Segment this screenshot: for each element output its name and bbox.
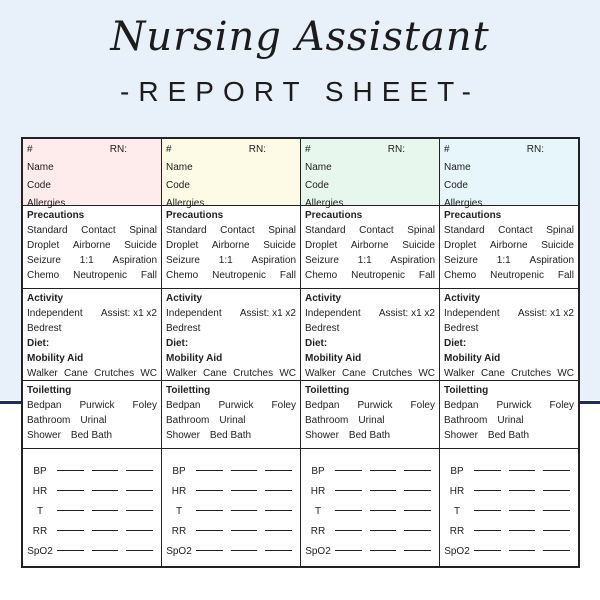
option-chemo[interactable]: Chemo	[444, 270, 477, 281]
option-neutropenic[interactable]: Neutropenic	[73, 270, 128, 281]
option-suicide[interactable]: Suicide	[541, 240, 574, 251]
option-spinal[interactable]: Spinal	[546, 225, 574, 236]
vitals-section	[440, 449, 578, 566]
spo2-label: SpO2	[166, 546, 192, 557]
spo2-entry-1[interactable]	[196, 550, 223, 551]
hr-label: HR	[32, 486, 48, 497]
option-contact[interactable]: Contact	[81, 225, 116, 236]
spo2-label: SpO2	[444, 546, 470, 557]
option-aspiration[interactable]: Aspiration	[251, 255, 296, 266]
mobility-aid-heading: Mobility Aid	[305, 353, 362, 364]
option-wc[interactable]: WC	[418, 368, 435, 379]
option-foley[interactable]: Foley	[549, 400, 574, 411]
bp-entry-2[interactable]	[370, 470, 397, 471]
option-crutches[interactable]: Crutches	[372, 368, 413, 379]
option-droplet[interactable]: Droplet	[27, 240, 60, 251]
option-standard[interactable]: Standard	[444, 225, 485, 236]
option-spinal[interactable]: Spinal	[268, 225, 296, 236]
name-field[interactable]: Name	[305, 162, 332, 173]
t-label: T	[36, 506, 44, 517]
hr-entry-2[interactable]	[509, 490, 536, 491]
rr-label: RR	[449, 526, 465, 537]
option-contact[interactable]: Contact	[498, 225, 533, 236]
option-independent[interactable]: Independent	[27, 308, 83, 319]
option-seizure[interactable]: Seizure	[305, 255, 339, 266]
option-standard[interactable]: Standard	[27, 225, 68, 236]
mobility-aid-heading: Mobility Aid	[444, 353, 501, 364]
hr-entry-3[interactable]	[404, 490, 431, 491]
patient-column	[162, 139, 301, 566]
code-field[interactable]: Code	[166, 180, 190, 191]
precautions-heading: Precautions	[305, 210, 363, 221]
mobility-aid-heading: Mobility Aid	[27, 353, 84, 364]
rr-entry-3[interactable]	[126, 530, 153, 531]
option-assist[interactable]: Assist: x1 x2	[100, 308, 157, 319]
t-entry-3[interactable]	[126, 510, 153, 511]
t-label: T	[453, 506, 461, 517]
option-suicide[interactable]: Suicide	[263, 240, 296, 251]
bed-number-label: #	[166, 144, 172, 155]
spo2-entry-1[interactable]	[474, 550, 501, 551]
t-entry-1[interactable]	[57, 510, 84, 511]
rr-entry-3[interactable]	[543, 530, 570, 531]
rr-entry-3[interactable]	[404, 530, 431, 531]
option-suicide[interactable]: Suicide	[124, 240, 157, 251]
precautions-heading: Precautions	[166, 210, 224, 221]
spo2-entry-3[interactable]	[265, 550, 292, 551]
precautions-section	[23, 206, 161, 289]
t-entry-3[interactable]	[265, 510, 292, 511]
option-bathroom[interactable]: Bathroom	[27, 415, 71, 426]
rr-entry-1[interactable]	[335, 530, 362, 531]
option-contact[interactable]: Contact	[359, 225, 394, 236]
precautions-heading: Precautions	[444, 210, 502, 221]
option-spinal[interactable]: Spinal	[407, 225, 435, 236]
option-neutropenic[interactable]: Neutropenic	[490, 270, 545, 281]
option-cane[interactable]: Cane	[202, 368, 227, 379]
t-entry-2[interactable]	[231, 510, 258, 511]
hr-entry-2[interactable]	[92, 490, 119, 491]
toiletting-heading: Toiletting	[166, 385, 211, 396]
option-one-to-one[interactable]: 1:1	[79, 255, 94, 266]
allergies-field[interactable]: Allergies	[166, 198, 205, 209]
hr-entry-3[interactable]	[265, 490, 292, 491]
hr-entry-1[interactable]	[57, 490, 84, 491]
option-fall[interactable]: Fall	[140, 270, 157, 281]
option-cane[interactable]: Cane	[63, 368, 88, 379]
option-walker[interactable]: Walker	[27, 368, 58, 379]
option-one-to-one[interactable]: 1:1	[357, 255, 372, 266]
option-cane[interactable]: Cane	[341, 368, 366, 379]
rr-entry-1[interactable]	[57, 530, 84, 531]
rr-entry-2[interactable]	[370, 530, 397, 531]
hr-entry-1[interactable]	[474, 490, 501, 491]
patient-header	[23, 139, 161, 209]
activity-heading: Activity	[166, 293, 203, 304]
rn-label: RN:	[248, 144, 266, 155]
page-title: Nursing Assistant	[110, 14, 490, 60]
option-walker[interactable]: Walker	[166, 368, 197, 379]
patient-column	[23, 139, 162, 566]
option-independent[interactable]: Independent	[166, 308, 222, 319]
option-spinal[interactable]: Spinal	[129, 225, 157, 236]
vitals-section	[23, 449, 161, 566]
t-entry-2[interactable]	[509, 510, 536, 511]
option-droplet[interactable]: Droplet	[305, 240, 338, 251]
option-foley[interactable]: Foley	[271, 400, 296, 411]
option-chemo[interactable]: Chemo	[27, 270, 60, 281]
toiletting-section	[162, 381, 300, 449]
patient-column	[301, 139, 440, 566]
bp-entry-3[interactable]	[404, 470, 431, 471]
activity-section	[23, 289, 161, 381]
option-suicide[interactable]: Suicide	[402, 240, 435, 251]
bed-number-label: #	[27, 144, 33, 155]
option-bathroom[interactable]: Bathroom	[305, 415, 349, 426]
name-field[interactable]: Name	[166, 162, 193, 173]
spo2-label: SpO2	[305, 546, 331, 557]
bp-entry-1[interactable]	[335, 470, 362, 471]
option-crutches[interactable]: Crutches	[94, 368, 135, 379]
spo2-entry-1[interactable]	[57, 550, 84, 551]
activity-section	[301, 289, 439, 381]
code-field[interactable]: Code	[27, 180, 51, 191]
option-independent[interactable]: Independent	[305, 308, 361, 319]
rn-label: RN:	[526, 144, 544, 155]
bp-entry-1[interactable]	[474, 470, 501, 471]
vitals-section	[301, 449, 439, 566]
rn-label: RN:	[387, 144, 405, 155]
option-purwick[interactable]: Purwick	[357, 400, 393, 411]
option-shower[interactable]: Shower	[444, 430, 478, 441]
option-cane[interactable]: Cane	[480, 368, 505, 379]
option-bed-bath[interactable]: Bed Bath	[209, 430, 252, 441]
spo2-entry-2[interactable]	[509, 550, 536, 551]
bp-entry-3[interactable]	[543, 470, 570, 471]
option-one-to-one[interactable]: 1:1	[496, 255, 511, 266]
option-neutropenic[interactable]: Neutropenic	[212, 270, 267, 281]
t-label: T	[175, 506, 183, 517]
spo2-entry-3[interactable]	[404, 550, 431, 551]
option-chemo[interactable]: Chemo	[166, 270, 199, 281]
patient-column	[440, 139, 578, 566]
option-wc[interactable]: WC	[557, 368, 574, 379]
option-standard[interactable]: Standard	[166, 225, 207, 236]
hr-entry-1[interactable]	[335, 490, 362, 491]
option-bedpan[interactable]: Bedpan	[444, 400, 479, 411]
allergies-field[interactable]: Allergies	[27, 198, 66, 209]
option-bathroom[interactable]: Bathroom	[166, 415, 210, 426]
option-chemo[interactable]: Chemo	[305, 270, 338, 281]
rn-label: RN:	[109, 144, 127, 155]
bp-entry-3[interactable]	[265, 470, 292, 471]
precautions-section	[440, 206, 578, 289]
option-assist[interactable]: Assist: x1 x2	[239, 308, 296, 319]
option-airborne[interactable]: Airborne	[211, 240, 250, 251]
option-bedrest[interactable]: Bedrest	[27, 323, 62, 334]
spo2-entry-2[interactable]	[370, 550, 397, 551]
allergies-field[interactable]: Allergies	[305, 198, 344, 209]
option-bed-bath[interactable]: Bed Bath	[348, 430, 391, 441]
option-bed-bath[interactable]: Bed Bath	[487, 430, 530, 441]
spo2-entry-2[interactable]	[231, 550, 258, 551]
t-entry-3[interactable]	[543, 510, 570, 511]
option-bedrest[interactable]: Bedrest	[444, 323, 479, 334]
bp-label: BP	[450, 466, 464, 477]
bp-entry-1[interactable]	[57, 470, 84, 471]
toiletting-heading: Toiletting	[444, 385, 489, 396]
activity-section	[440, 289, 578, 381]
option-assist[interactable]: Assist: x1 x2	[517, 308, 574, 319]
patient-header	[440, 139, 578, 209]
option-droplet[interactable]: Droplet	[166, 240, 199, 251]
precautions-heading: Precautions	[27, 210, 85, 221]
t-entry-3[interactable]	[404, 510, 431, 511]
spo2-label: SpO2	[27, 546, 53, 557]
option-standard[interactable]: Standard	[305, 225, 346, 236]
activity-heading: Activity	[444, 293, 481, 304]
page-subtitle: -REPORT SHEET-	[120, 76, 480, 107]
hr-entry-2[interactable]	[231, 490, 258, 491]
spo2-entry-1[interactable]	[335, 550, 362, 551]
rr-label: RR	[171, 526, 187, 537]
option-bedpan[interactable]: Bedpan	[305, 400, 340, 411]
option-crutches[interactable]: Crutches	[233, 368, 274, 379]
allergies-field[interactable]: Allergies	[444, 198, 483, 209]
option-bedpan[interactable]: Bedpan	[27, 400, 62, 411]
bp-entry-2[interactable]	[231, 470, 258, 471]
rr-entry-1[interactable]	[474, 530, 501, 531]
bp-entry-2[interactable]	[509, 470, 536, 471]
option-fall[interactable]: Fall	[418, 270, 435, 281]
rr-entry-3[interactable]	[265, 530, 292, 531]
option-aspiration[interactable]: Aspiration	[529, 255, 574, 266]
option-shower[interactable]: Shower	[305, 430, 339, 441]
option-bathroom[interactable]: Bathroom	[444, 415, 488, 426]
option-walker[interactable]: Walker	[444, 368, 475, 379]
name-field[interactable]: Name	[27, 162, 54, 173]
spo2-entry-3[interactable]	[543, 550, 570, 551]
diet-label: Diet:	[166, 338, 189, 349]
spo2-entry-2[interactable]	[92, 550, 119, 551]
option-foley[interactable]: Foley	[132, 400, 157, 411]
hr-label: HR	[171, 486, 187, 497]
bp-label: BP	[311, 466, 325, 477]
code-field[interactable]: Code	[444, 180, 468, 191]
option-independent[interactable]: Independent	[444, 308, 500, 319]
bp-label: BP	[172, 466, 186, 477]
option-walker[interactable]: Walker	[305, 368, 336, 379]
precautions-section	[162, 206, 300, 289]
patient-header	[301, 139, 439, 209]
hr-entry-3[interactable]	[126, 490, 153, 491]
toiletting-section	[301, 381, 439, 449]
bp-entry-3[interactable]	[126, 470, 153, 471]
hr-entry-3[interactable]	[543, 490, 570, 491]
option-assist[interactable]: Assist: x1 x2	[378, 308, 435, 319]
t-entry-2[interactable]	[92, 510, 119, 511]
option-foley[interactable]: Foley	[410, 400, 435, 411]
option-bedrest[interactable]: Bedrest	[305, 323, 340, 334]
bp-entry-2[interactable]	[92, 470, 119, 471]
option-urinal[interactable]: Urinal	[219, 415, 246, 426]
rr-entry-2[interactable]	[92, 530, 119, 531]
option-urinal[interactable]: Urinal	[358, 415, 385, 426]
diet-label: Diet:	[27, 338, 50, 349]
rr-label: RR	[32, 526, 48, 537]
activity-heading: Activity	[27, 293, 64, 304]
option-fall[interactable]: Fall	[279, 270, 296, 281]
option-seizure[interactable]: Seizure	[166, 255, 200, 266]
option-bedrest[interactable]: Bedrest	[166, 323, 201, 334]
spo2-entry-3[interactable]	[126, 550, 153, 551]
option-urinal[interactable]: Urinal	[497, 415, 524, 426]
option-seizure[interactable]: Seizure	[444, 255, 478, 266]
option-one-to-one[interactable]: 1:1	[218, 255, 233, 266]
option-urinal[interactable]: Urinal	[80, 415, 107, 426]
vitals-section	[162, 449, 300, 566]
option-aspiration[interactable]: Aspiration	[112, 255, 157, 266]
bp-label: BP	[33, 466, 47, 477]
option-droplet[interactable]: Droplet	[444, 240, 477, 251]
activity-heading: Activity	[305, 293, 342, 304]
rr-entry-2[interactable]	[509, 530, 536, 531]
activity-section	[162, 289, 300, 381]
code-field[interactable]: Code	[305, 180, 329, 191]
option-seizure[interactable]: Seizure	[27, 255, 61, 266]
option-shower[interactable]: Shower	[27, 430, 61, 441]
toiletting-section	[440, 381, 578, 449]
diet-label: Diet:	[305, 338, 328, 349]
option-bedpan[interactable]: Bedpan	[166, 400, 201, 411]
option-shower[interactable]: Shower	[166, 430, 200, 441]
option-fall[interactable]: Fall	[557, 270, 574, 281]
toiletting-heading: Toiletting	[27, 385, 72, 396]
bed-number-label: #	[444, 144, 450, 155]
option-neutropenic[interactable]: Neutropenic	[351, 270, 406, 281]
toiletting-heading: Toiletting	[305, 385, 350, 396]
rr-label: RR	[310, 526, 326, 537]
option-contact[interactable]: Contact	[220, 225, 255, 236]
hr-label: HR	[310, 486, 326, 497]
option-purwick[interactable]: Purwick	[218, 400, 254, 411]
t-entry-1[interactable]	[474, 510, 501, 511]
diet-label: Diet:	[444, 338, 467, 349]
hr-entry-2[interactable]	[370, 490, 397, 491]
option-purwick[interactable]: Purwick	[496, 400, 532, 411]
option-airborne[interactable]: Airborne	[489, 240, 528, 251]
t-entry-1[interactable]	[335, 510, 362, 511]
option-wc[interactable]: WC	[140, 368, 157, 379]
rr-entry-1[interactable]	[196, 530, 223, 531]
rr-entry-2[interactable]	[231, 530, 258, 531]
option-airborne[interactable]: Airborne	[72, 240, 111, 251]
t-entry-1[interactable]	[196, 510, 223, 511]
option-crutches[interactable]: Crutches	[511, 368, 552, 379]
option-airborne[interactable]: Airborne	[350, 240, 389, 251]
report-sheet	[21, 137, 580, 568]
option-bed-bath[interactable]: Bed Bath	[70, 430, 113, 441]
patient-header	[162, 139, 300, 209]
bed-number-label: #	[305, 144, 311, 155]
toiletting-section	[23, 381, 161, 449]
bp-entry-1[interactable]	[196, 470, 223, 471]
option-purwick[interactable]: Purwick	[79, 400, 115, 411]
option-wc[interactable]: WC	[279, 368, 296, 379]
t-label: T	[314, 506, 322, 517]
precautions-section	[301, 206, 439, 289]
t-entry-2[interactable]	[370, 510, 397, 511]
name-field[interactable]: Name	[444, 162, 471, 173]
hr-label: HR	[449, 486, 465, 497]
hr-entry-1[interactable]	[196, 490, 223, 491]
mobility-aid-heading: Mobility Aid	[166, 353, 223, 364]
option-aspiration[interactable]: Aspiration	[390, 255, 435, 266]
